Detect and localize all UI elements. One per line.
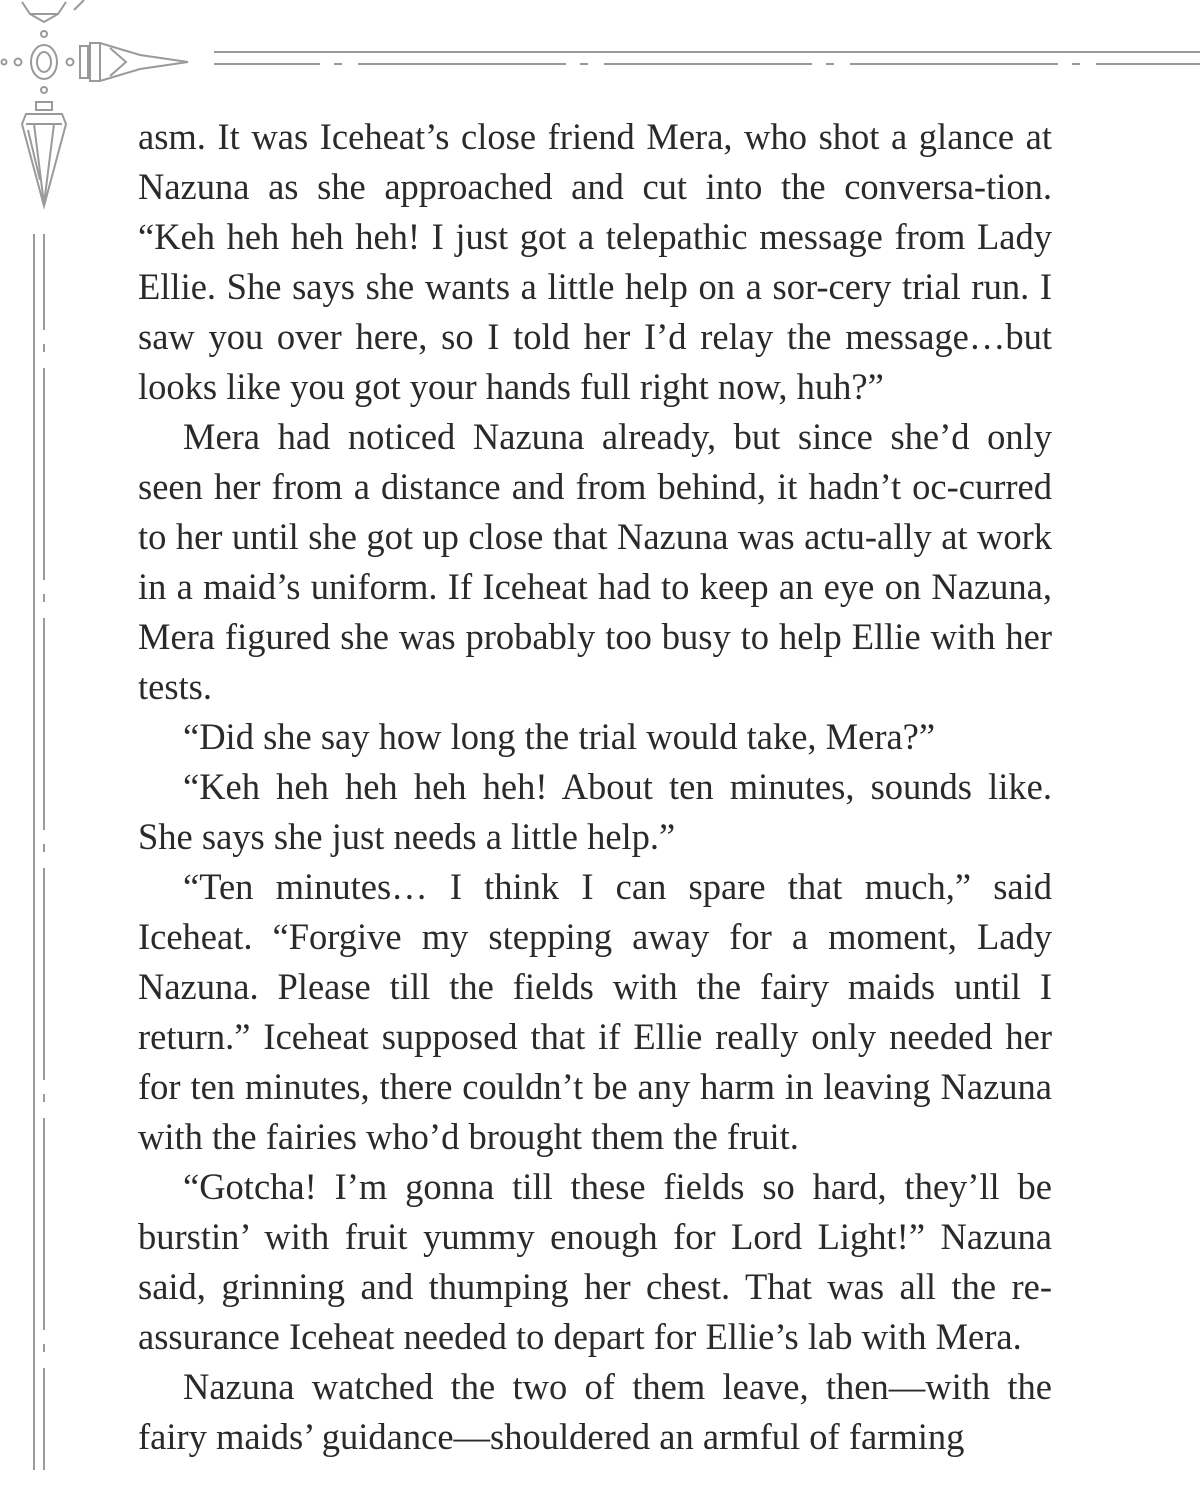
page-body-text <box>138 112 1052 1462</box>
hanging-crystal-ornament-icon <box>22 87 66 206</box>
paragraph: “Gotcha! I’m gonna till these fields so hard, they’ll be burstin’ with fruit yummy enough for Lord Light!” Nazuna said, grinning and thumping her chest. That was all the re-assurance Iceheat needed to depart for Ellie’s lab with Mera. <box>138 1166 1052 1357</box>
spear-tip-ornament-icon <box>80 43 188 81</box>
paragraph: “Ten minutes… I think I can spare that much,” said Iceheat. “Forgive my stepping away for a moment, Lady Nazuna. Please till the fields with the fairy maids until I return.” Iceheat supposed that if Ellie really only needed her for ten minutes, there couldn’t be any harm in leaving Nazuna with the fairies who’d brought them the fruit. <box>138 866 1052 1157</box>
paragraph: “Did she say how long the trial would take, Mera?” <box>183 716 936 757</box>
paragraph: “Keh heh heh heh heh! About ten minutes, sounds like. She says she just needs a little help.” <box>138 766 1052 857</box>
left-border-line <box>34 234 44 1470</box>
crystal-pendant-ornament-icon <box>2 43 189 81</box>
top-pendant-ornament-icon <box>22 0 84 37</box>
paragraph: Nazuna watched the two of them leave, then—with the fairy maids’ guidance—shouldered an armful of farming <box>138 1366 1052 1457</box>
paragraph: asm. It was Iceheat’s close friend Mera, who shot a glance at Nazuna as she approached and cut into the conversa-tion. “Keh heh heh heh! I just got a telepathic message from Lady Ellie. She says she wants a little help on a sor-cery trial run. I saw you over here, so I told her I’d relay the message…but looks like you got your hands full right now, huh?” <box>138 116 1052 407</box>
top-border-line <box>214 52 1200 64</box>
paragraph: Mera had noticed Nazuna already, but since she’d only seen her from a distance and from behind, it hadn’t oc-curred to her until she got up close that Nazuna was actu-ally at work in a maid’s uniform. If Iceheat had to keep an eye on Nazuna, Mera figured she was probably too busy to help Ellie with her tests. <box>138 416 1052 707</box>
